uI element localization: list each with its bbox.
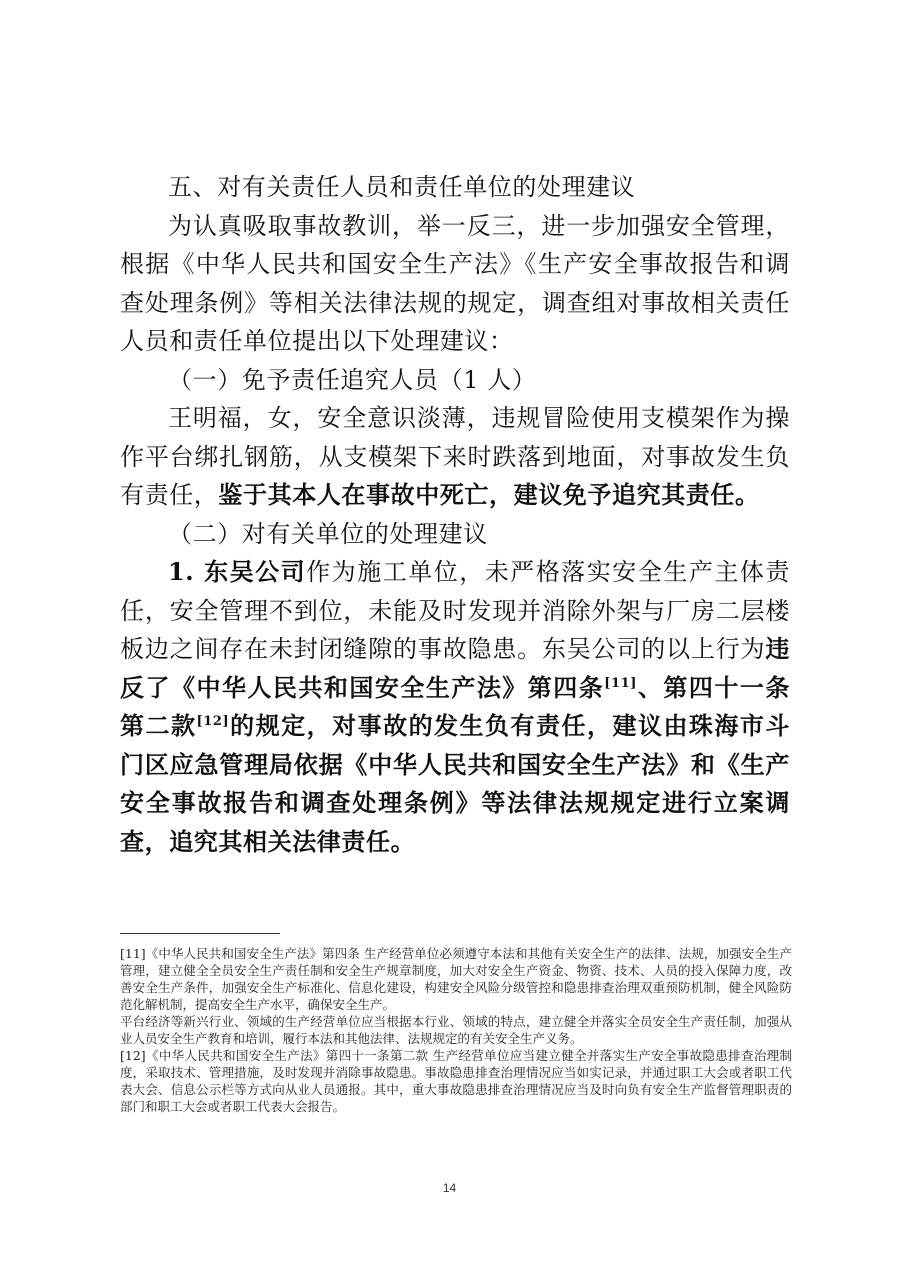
person-paragraph-conclusion: 鉴于其本人在事故中死亡，建议免予追究其责任。: [218, 480, 760, 509]
footnote-12: [12]《中华人民共和国安全生产法》第四十一条第二款 生产经营单位应当建立健全并落实生产安全事故隐患排查治理制度，采取技术、管理措施，及时发现并消除事故隐患。事故隐患排查治理情况应当如实记录，并通过职工大会或者职工代表大会、信息公示栏等方式向从业人员通报。其中，重大事故隐患排查治理情况应当及时向负有安全生产监督管理职责的部门和职工大会或者职工代表大会报告。: [120, 1048, 792, 1114]
subsection-heading-units: （二）对有关单位的处理建议: [168, 519, 488, 548]
footnote-divider: [120, 933, 280, 934]
section-heading: 五、对有关责任人员和责任单位的处理建议: [168, 173, 636, 201]
subsection-heading-exempt: （一）免予责任追究人员（1 人）: [168, 365, 537, 394]
intro-paragraph: 为认真吸取事故教训，举一反三，进一步加强安全管理，根据《中华人民共和国安全生产法》《生产安全事故报告和调查处理条例》等相关法律法规的规定，调查组对事故相关责任人员和责任单位提出以下处理建议：: [120, 211, 790, 355]
footnote-ref-11[interactable]: [11]: [604, 675, 638, 691]
footnote-11: [11]《中华人民共和国安全生产法》第四条 生产经营单位必须遵守本法和其他有关安全生产的法律、法规，加强安全生产管理，建立健全全员安全生产责任制和安全生产规章制度，加大对安全生产资金、物资、技术、人员的投入保障力度，改善安全生产条件，加强安全生产标准化、信息化建设，构建安全风险分级管控和隐患排查治理双重预防机制，健全风险防范化解机制，提高安全生产水平，确保安全生产。: [120, 946, 792, 1012]
footnote-11-continued: 平台经济等新兴行业、领域的生产经营单位应当根据本行业、领域的特点，建立健全并落实全员安全生产责任制，加强从业人员安全生产教育和培训，履行本法和其他法律、法规规定的有关安全生产义务。: [120, 1014, 792, 1046]
unit-violation-text-c: 的规定，对事故的发生负有责任，建议由珠海市斗门区应急管理局依据《中华人民共和国安全生产法》和《生产安全事故报告和调查处理条例》等法律法规规定进行立案调查，追究其相关法律责任。: [120, 711, 790, 856]
person-paragraph-text: 王明福，女，安全意识淡薄，违规冒险使用支模架作为操作平台绑扎钢筋，从支模架下来时跌落到地面，对事故发生负有责任，: [120, 404, 790, 509]
person-paragraph: [120, 399, 790, 515]
unit-paragraph: [120, 553, 790, 861]
page-number: 14: [442, 1181, 457, 1195]
unit-violation-text-a: 违反了《中华人民共和国安全生产法》第四条: [120, 634, 790, 702]
footnotes: [120, 945, 792, 1115]
main-text: [120, 168, 790, 861]
footnote-ref-12[interactable]: [12]: [196, 714, 230, 729]
unit-violation-text-b: 、第四十一条第二款: [120, 672, 790, 740]
unit-name: 1. 东吴公司: [168, 557, 307, 586]
unit-paragraph-text: 作为施工单位，未严格落实安全生产主体责任，安全管理不到位，未能及时发现并消除外架与厂房二层楼板边之间存在未封闭缝隙的事故隐患。东吴公司的以上行为: [120, 558, 790, 663]
